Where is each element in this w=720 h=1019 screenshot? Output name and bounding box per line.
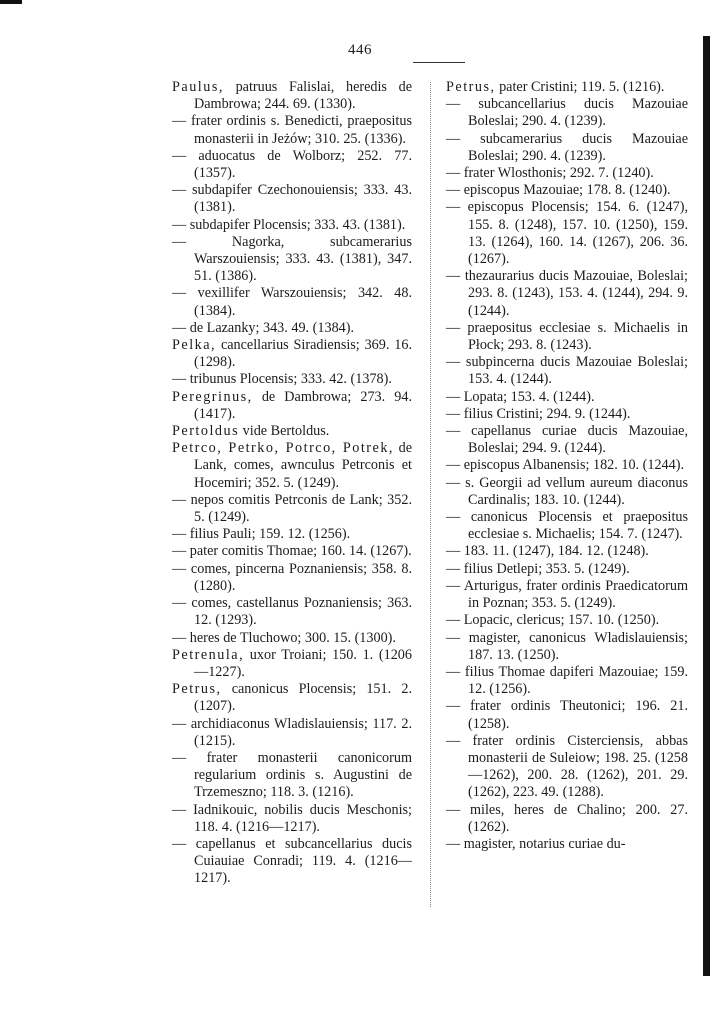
entry-text: patruus Falislai, heredis de Dambrowa; 244. 69. (1330). — [194, 79, 413, 113]
index-entry — [446, 509, 688, 543]
entry-text: — frater monasterii canonicorum regularium ordinis s. Augustini de Trzemeszno; 118. 3. (1216). — [172, 749, 412, 801]
index-entry — [172, 371, 412, 388]
entry-text: — subcancellarius ducis Mazouiae Boleslai; 290. 4. (1239). — [446, 96, 688, 130]
entry-text: pater Cristini; 119. 5. (1216). — [499, 79, 665, 95]
index-entry — [446, 199, 688, 268]
index-entry — [446, 543, 688, 560]
entry-text: — episcopus Plocensis; 154. 6. (1247), 155. 8. (1248), 157. 10. (1250), 159. 13. (1264), 160. 14. (1267), 206. 36. (1267). — [446, 199, 688, 268]
page-number-rule — [413, 62, 465, 63]
index-entry — [446, 612, 688, 629]
column-divider — [430, 82, 431, 907]
entry-text: cancellarius Siradiensis; 369. 16. (1298). — [194, 337, 413, 371]
entry-text: — filius Thomae dapiferi Mazouiae; 159. 12. (1256). — [446, 663, 688, 698]
index-entry — [446, 165, 688, 182]
entry-lemma: Peregrinus, — [172, 388, 253, 405]
index-entry — [446, 406, 688, 423]
index-entry — [172, 148, 412, 182]
entry-text: — tribunus Plocensis; 333. 42. (1378). — [172, 371, 392, 388]
entry-text: — filius Pauli; 159. 12. (1256). — [172, 526, 351, 543]
index-entry — [172, 836, 412, 888]
entry-text: — miles, heres de Chalino; 200. 27. (1262). — [446, 801, 688, 835]
index-entry — [172, 681, 412, 715]
entry-text: de Lank, comes, awnculus Petrconis et Hocemiri; 352. 5. (1249). — [194, 440, 413, 491]
index-entry — [172, 716, 412, 750]
index-entry — [172, 79, 412, 113]
entry-text: — s. Georgii ad vellum aureum diaconus Cardinalis; 183. 10. (1244). — [446, 474, 688, 508]
index-entry — [446, 96, 688, 130]
left-column — [172, 79, 412, 888]
index-entry — [172, 113, 412, 147]
entry-text: — comes, castellanus Poznaniensis; 363. 12. (1293). — [172, 595, 412, 629]
index-entry — [172, 320, 412, 337]
entry-text: — vexillifer Warszouiensis; 342. 48. (1384). — [172, 285, 412, 319]
index-entry — [172, 630, 412, 647]
entry-text: — archidiaconus Wladislauiensis; 117. 2. (1215). — [172, 715, 412, 749]
entry-text: — frater Wlosthonis; 292. 7. (1240). — [446, 165, 654, 182]
index-entry — [172, 492, 412, 526]
corner-print-mark — [0, 0, 22, 4]
entry-text: — subpincerna ducis Mazouiae Boleslai; 153. 4. (1244). — [446, 354, 688, 388]
entry-text: — frater ordinis Cisterciensis, abbas monasterii de Suleiow; 198. 25. (1258—1262), 200. 28. (1262), 201. 29. (1262), 223. 49. (1288). — [446, 732, 688, 801]
index-entry — [446, 131, 688, 165]
entry-text: — nepos comitis Petrconis de Lank; 352. 5. (1249). — [172, 491, 412, 526]
page-edge-bar — [703, 36, 710, 976]
entry-lemma: Petrenula, — [172, 646, 245, 663]
entry-text: — comes, pincerna Poznaniensis; 358. 8. (1280). — [172, 560, 412, 594]
index-entry — [446, 698, 688, 732]
entry-text: vide Bertoldus. — [242, 423, 330, 440]
index-entry — [446, 320, 688, 354]
entry-lemma: Petrco, Petrko, Potrco, Potrek, — [172, 440, 394, 457]
entry-lemma: Paulus, — [172, 79, 224, 95]
entry-text: uxor Troiani; 150. 1. (1206—1227). — [194, 646, 412, 680]
entry-text: — praepositus ecclesiae s. Michaelis in Płock; 293. 8. (1243). — [446, 319, 688, 354]
entry-text: — 183. 11. (1247), 184. 12. (1248). — [446, 543, 649, 560]
entry-text: — filius Cristini; 294. 9. (1244). — [446, 405, 631, 422]
index-entry — [172, 423, 412, 440]
index-entry — [446, 457, 688, 474]
page-number: 446 — [348, 42, 372, 58]
index-entry — [446, 475, 688, 509]
entry-text: — canonicus Plocensis et praepositus ecclesiae s. Michaelis; 154. 7. (1247). — [446, 509, 688, 543]
entry-text: — Arturigus, frater ordinis Praedicatorum in Poznan; 353. 5. (1249). — [446, 577, 688, 612]
entry-text: canonicus Plocensis; 151. 2. (1207). — [194, 681, 412, 715]
entry-text: — de Lazanky; 343. 49. (1384). — [172, 319, 355, 336]
entry-lemma: Pelka, — [172, 337, 217, 354]
index-entry — [172, 802, 412, 836]
index-entry — [172, 595, 412, 629]
entry-text: — magister, notarius curiae du- — [446, 835, 626, 852]
index-entry — [446, 354, 688, 388]
index-entry — [172, 750, 412, 802]
entry-text: de Dambrowa; 273. 94. (1417). — [194, 388, 413, 422]
entry-lemma: Petrus, — [172, 681, 222, 698]
index-entry — [172, 647, 412, 681]
index-entry — [446, 389, 688, 406]
index-entry — [446, 802, 688, 836]
index-entry — [172, 234, 412, 286]
entry-text: — thezaurarius ducis Mazouiae, Boleslai; 293. 8. (1243), 153. 4. (1244), 294. 9. (1244). — [446, 268, 688, 319]
index-entry — [446, 268, 688, 320]
index-entry — [172, 337, 412, 371]
entry-text: — capellanus curiae ducis Mazouiae, Boleslai; 294. 9. (1244). — [446, 423, 688, 457]
entry-text: — pater comitis Thomae; 160. 14. (1267). — [172, 543, 412, 560]
index-entry — [446, 79, 688, 96]
index-entry — [446, 423, 688, 457]
entry-text: — frater ordinis s. Benedicti, praepositus monasterii in Jeżów; 310. 25. (1336). — [172, 113, 412, 147]
index-entry — [172, 526, 412, 543]
index-entry — [172, 182, 412, 216]
entry-text: — aduocatus de Wolborz; 252. 77. (1357). — [172, 147, 412, 182]
entry-text: — episcopus Mazouiae; 178. 8. (1240). — [446, 182, 671, 199]
index-entry — [172, 285, 412, 319]
index-entry — [446, 664, 688, 698]
index-entry — [446, 561, 688, 578]
index-entry — [446, 182, 688, 199]
index-entry — [172, 389, 412, 423]
entry-text: — subcamerarius ducis Mazouiae Boleslai; 290. 4. (1239). — [446, 130, 688, 164]
index-entry — [172, 543, 412, 560]
index-entry — [446, 836, 688, 853]
entry-text: — subdapifer Plocensis; 333. 43. (1381). — [172, 216, 406, 233]
entry-text: — heres de Tluchowo; 300. 15. (1300). — [172, 629, 396, 646]
entry-text: — episcopus Albanensis; 182. 10. (1244). — [446, 457, 685, 474]
index-entry — [446, 733, 688, 802]
index-entry — [172, 440, 412, 492]
entry-text: — Nagorka, subcamerarius Warszouiensis; 333. 43. (1381), 347. 51. (1386). — [172, 233, 412, 285]
index-entry — [172, 217, 412, 234]
entry-text: — filius Detlepi; 353. 5. (1249). — [446, 560, 630, 577]
entry-text: — frater ordinis Theutonici; 196. 21. (1258). — [446, 698, 688, 732]
right-column — [446, 79, 688, 853]
index-entry — [172, 561, 412, 595]
entry-lemma: Pertoldus — [172, 423, 240, 440]
entry-text: — Lopata; 153. 4. (1244). — [446, 388, 595, 405]
entry-lemma: Petrus, — [446, 79, 496, 95]
index-entry — [446, 630, 688, 664]
entry-text: — subdapifer Czechonouiensis; 333. 43. (1381). — [172, 182, 412, 216]
entry-text: — Lopacic, clericus; 157. 10. (1250). — [446, 612, 660, 629]
entry-text: — capellanus et subcancellarius ducis Cuiauiae Conradi; 119. 4. (1216—1217). — [172, 835, 412, 887]
entry-text: — Iadnikouic, nobilis ducis Meschonis; 118. 4. (1216—1217). — [172, 801, 412, 835]
entry-text: — magister, canonicus Wladislauiensis; 187. 13. (1250). — [446, 629, 688, 663]
index-entry — [446, 578, 688, 612]
